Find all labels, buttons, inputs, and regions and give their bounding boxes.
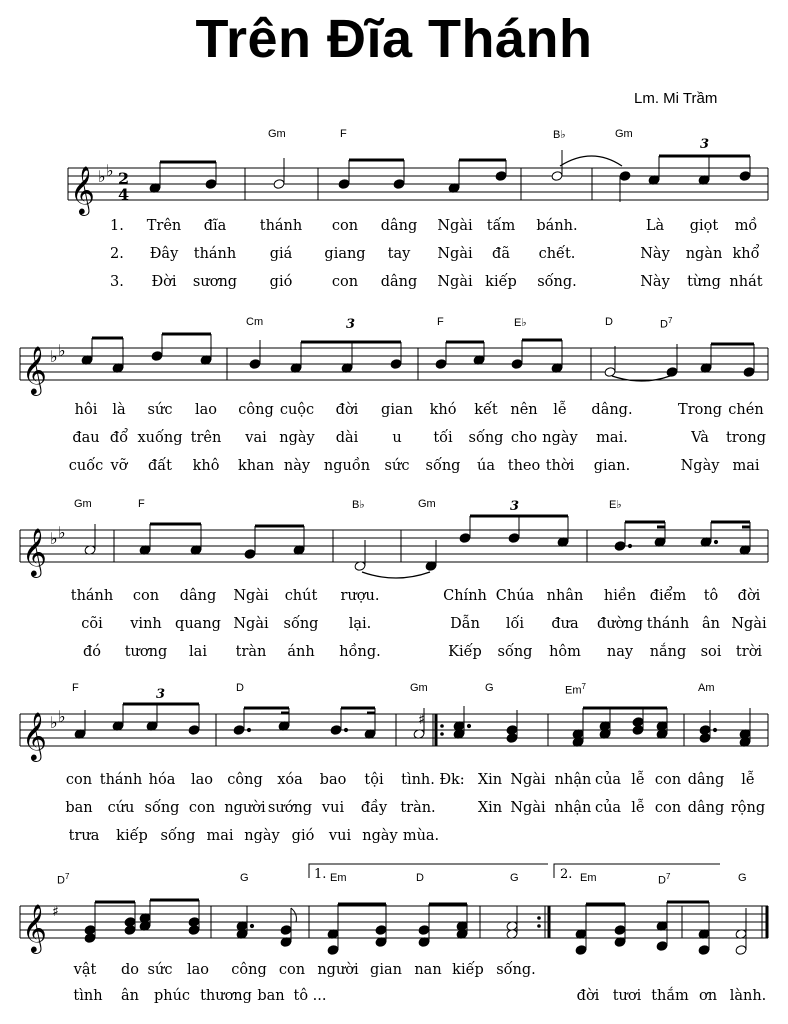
lyric-syllable: đời	[576, 988, 600, 1004]
lyric-syllable: mùa.	[402, 828, 440, 844]
first-ending-label: 1.	[314, 867, 327, 882]
lyric-syllable: xuống	[137, 430, 183, 446]
lyric-syllable: lại.	[348, 616, 372, 632]
lyric-syllable: dâng	[179, 588, 217, 604]
lyric-syllable: chết.	[538, 246, 576, 262]
treble-clef: 𝄞	[22, 711, 47, 760]
lyric-syllable: nên	[510, 402, 538, 418]
lyric-syllable: soi	[700, 644, 722, 660]
chord-symbol: F	[72, 682, 79, 694]
lyric-syllable: trong	[725, 430, 767, 446]
chord-symbol: G	[240, 872, 249, 884]
lyric-line	[0, 828, 788, 848]
key-signature-flat: ♭	[58, 341, 66, 360]
lyric-syllable: rộng	[730, 800, 766, 816]
chord-symbol: F	[340, 128, 347, 140]
lyric-syllable: thắm	[651, 988, 689, 1004]
lyric-syllable: thương	[200, 988, 252, 1004]
lyric-syllable: đã	[492, 246, 510, 262]
lyric-syllable: kết	[474, 402, 498, 418]
lyric-line	[0, 644, 788, 664]
lyric-line	[0, 458, 788, 478]
lyric-syllable: cõi	[81, 616, 103, 632]
lyric-syllable: úa	[477, 458, 495, 474]
lyric-line	[0, 962, 788, 982]
lyric-syllable: ánh	[287, 644, 315, 660]
lyric-syllable: khô	[192, 458, 220, 474]
lyric-syllable: tương	[124, 644, 168, 660]
lyric-syllable: Đời	[151, 274, 177, 290]
chord-symbol: E♭	[609, 499, 622, 511]
lyric-syllable: mai	[732, 458, 760, 474]
lyric-syllable: Ngài	[437, 246, 473, 262]
lyric-syllable: cuộc	[279, 402, 315, 418]
chord-row	[0, 872, 788, 890]
lyric-syllable: ngày	[279, 430, 315, 446]
lyric-syllable: người	[317, 962, 359, 978]
music-staff	[0, 896, 788, 956]
lyric-syllable: tình.	[401, 772, 435, 788]
verse-number: 3.	[110, 274, 124, 290]
chord-symbol: G	[485, 682, 494, 694]
lyric-syllable: nan	[414, 962, 442, 978]
lyric-syllable: theo	[507, 458, 541, 474]
lyric-syllable: điểm	[649, 588, 687, 604]
lyric-syllable: Ngài	[437, 274, 473, 290]
lyric-syllable: khan	[237, 458, 275, 474]
lyric-syllable: con	[65, 772, 93, 788]
chord-symbol: Gm	[410, 682, 428, 694]
time-signature-top: 2	[118, 169, 130, 188]
lyric-syllable: thánh	[646, 616, 690, 632]
lyric-syllable: Và	[691, 430, 709, 446]
lyric-syllable: Này	[640, 246, 670, 262]
lyric-syllable: ban	[65, 800, 93, 816]
lyric-syllable: thánh	[70, 588, 114, 604]
lyric-syllable: là	[112, 402, 126, 418]
lyric-line	[0, 218, 788, 238]
lyric-syllable: chút	[284, 588, 318, 604]
lyric-syllable: gian	[370, 962, 402, 978]
lyric-syllable: từng	[687, 274, 721, 290]
time-signature-bottom: 4	[118, 185, 130, 204]
lyric-syllable: Ngài	[731, 616, 767, 632]
lyric-syllable: mai	[206, 828, 234, 844]
lyric-syllable: Đây	[149, 246, 179, 262]
lyric-syllable: tô	[703, 588, 719, 604]
lyric-syllable: thánh	[99, 772, 143, 788]
lyric-syllable: gian	[381, 402, 413, 418]
chord-symbol: Em	[330, 872, 347, 884]
lyric-syllable: nguồn	[323, 458, 371, 474]
chord-symbol: $D^7$	[658, 872, 671, 887]
lyric-syllable: lao	[194, 402, 218, 418]
lyric-syllable: tay	[387, 246, 411, 262]
verse-number: 2.	[110, 246, 124, 262]
lyric-syllable: con	[188, 800, 216, 816]
treble-clef: 𝄞	[70, 165, 95, 214]
chord-row	[0, 682, 788, 700]
lyric-syllable: của	[594, 772, 622, 788]
verse-number: 1.	[110, 218, 124, 234]
key-signature-flat: ♭	[98, 167, 106, 186]
chord-symbol: B♭	[352, 499, 365, 511]
lyric-syllable: sống.	[496, 962, 536, 978]
lyric-syllable: bánh.	[536, 218, 578, 234]
lyric-syllable: hóa	[148, 772, 176, 788]
lyric-syllable: tô ...	[293, 988, 327, 1004]
lyric-syllable: dài	[335, 430, 359, 446]
lyric-syllable: Kiếp	[448, 644, 482, 660]
triplet-mark: 3	[510, 499, 520, 514]
lyric-line	[0, 274, 788, 294]
lyric-syllable: hiền	[603, 588, 637, 604]
lyric-syllable: ngày	[542, 430, 578, 446]
chord-symbol: E♭	[514, 317, 527, 329]
lyric-syllable: kiếp	[485, 274, 517, 290]
lyric-syllable: sức	[147, 962, 173, 978]
lyric-syllable: do	[120, 962, 140, 978]
lyric-syllable: đường	[597, 616, 643, 632]
lyric-syllable: lao	[190, 772, 214, 788]
triplet-mark: 3	[156, 687, 166, 702]
lyric-syllable: trưa	[68, 828, 100, 844]
lyric-syllable: công	[231, 962, 267, 978]
lyric-syllable: Chúa	[495, 588, 535, 604]
lyric-syllable: bao	[319, 772, 347, 788]
treble-clef: 𝄞	[22, 527, 47, 576]
lyric-line	[0, 988, 788, 1008]
lyric-syllable: lễ	[553, 402, 567, 418]
lyric-syllable: lễ	[741, 772, 755, 788]
lyric-syllable: Trong	[678, 402, 722, 418]
lyric-syllable: kiếp	[452, 962, 484, 978]
lyric-syllable: Trên	[146, 218, 182, 234]
lyric-line	[0, 616, 788, 636]
lyric-syllable: vinh	[130, 616, 162, 632]
key-signature-flat: ♭	[58, 707, 66, 726]
key-signature-flat: ♭	[58, 523, 66, 542]
lyric-syllable: Này	[640, 274, 670, 290]
lyric-syllable: nhân	[546, 588, 584, 604]
treble-clef: 𝄞	[22, 345, 47, 394]
lyric-syllable: sống.	[537, 274, 577, 290]
lyric-syllable: công	[238, 402, 274, 418]
lyric-syllable: sống	[497, 644, 533, 660]
lyric-syllable: tràn	[235, 644, 267, 660]
second-ending-label: 2.	[560, 867, 573, 882]
lyric-syllable: đời	[335, 402, 359, 418]
lyric-syllable: tội	[364, 772, 384, 788]
lyric-syllable: nhận	[554, 800, 592, 816]
lyric-syllable: ngày	[244, 828, 280, 844]
lyric-syllable: ơn	[698, 988, 718, 1004]
lyric-syllable: giá	[269, 246, 293, 262]
lyric-syllable: Ngài	[233, 616, 269, 632]
lyric-syllable: ân	[121, 988, 139, 1004]
lyric-syllable: Ngày	[680, 458, 720, 474]
lyric-syllable: vai	[245, 430, 267, 446]
lyric-syllable: trời	[735, 644, 763, 660]
lyric-syllable: cuốc	[68, 458, 104, 474]
lyric-syllable: này	[283, 458, 311, 474]
chord-symbol: D	[236, 682, 244, 694]
chord-symbol: Gm	[418, 498, 436, 510]
lyric-syllable: vui	[321, 800, 345, 816]
lyric-syllable: đất	[148, 458, 172, 474]
lyric-syllable: đĩa	[203, 218, 227, 234]
lyric-syllable: Dẫn	[450, 616, 480, 632]
lyric-syllable: lành.	[729, 988, 767, 1004]
lyric-syllable: Ngài	[437, 218, 473, 234]
lyric-syllable: giọt	[689, 218, 719, 234]
lyric-syllable: sống	[283, 616, 319, 632]
lyric-syllable: Đk:	[439, 772, 465, 788]
lyric-syllable: con	[654, 800, 682, 816]
lyric-syllable: gió	[269, 274, 293, 290]
lyric-syllable: Ngài	[510, 800, 546, 816]
lyric-syllable: mai.	[596, 430, 628, 446]
lyric-line	[0, 402, 788, 422]
lyric-syllable: sức	[147, 402, 173, 418]
lyric-syllable: dâng	[687, 800, 725, 816]
lyric-syllable: đầy	[360, 800, 388, 816]
lyric-syllable: tối	[433, 430, 453, 446]
triplet-mark: 3	[700, 137, 710, 152]
lyric-syllable: Là	[645, 218, 665, 234]
music-staff	[0, 137, 788, 218]
lyric-syllable: u	[392, 430, 402, 446]
lyric-syllable: nhát	[729, 274, 763, 290]
lyric-syllable: lễ	[631, 800, 645, 816]
lyric-syllable: nắng	[649, 644, 687, 660]
lyric-syllable: tràn.	[400, 800, 436, 816]
lyric-syllable: sức	[384, 458, 410, 474]
chord-symbol: D	[605, 316, 613, 328]
lyric-syllable: sống	[468, 430, 504, 446]
lyric-syllable: ngàn	[685, 246, 723, 262]
chord-symbol: $D^7$	[57, 872, 70, 887]
chord-symbol: G	[510, 872, 519, 884]
chord-symbol: F	[437, 316, 444, 328]
lyric-syllable: sống	[160, 828, 196, 844]
lyric-syllable: phúc	[153, 988, 191, 1004]
song-title: Trên Đĩa Thánh	[195, 9, 593, 69]
lyric-syllable: lối	[505, 616, 525, 632]
lyric-syllable: gian.	[593, 458, 631, 474]
chord-symbol: Cm	[246, 316, 264, 328]
lyric-syllable: dâng	[380, 218, 418, 234]
lyric-syllable: tình	[73, 988, 103, 1004]
lyric-syllable: lai	[189, 644, 207, 660]
lyric-syllable: xóa	[277, 772, 303, 788]
lyric-syllable: hồng.	[339, 644, 381, 660]
lyric-syllable: cứu	[107, 800, 135, 816]
chord-row	[0, 128, 788, 146]
lyric-syllable: Ngài	[233, 588, 269, 604]
lyric-syllable: khó	[429, 402, 457, 418]
lyric-syllable: giang	[324, 246, 366, 262]
lyric-syllable: khổ	[732, 246, 760, 262]
lyric-syllable: cho	[510, 430, 538, 446]
triplet-mark: 3	[346, 317, 356, 332]
lyric-syllable: con	[132, 588, 160, 604]
lyric-syllable: nhận	[554, 772, 592, 788]
lyric-syllable: vỡ	[110, 458, 128, 474]
lyric-syllable: ban	[257, 988, 285, 1004]
lyric-line	[0, 430, 788, 450]
lyric-syllable: ân	[702, 616, 720, 632]
lyric-syllable: vật	[73, 962, 97, 978]
lyric-syllable: Xin	[477, 772, 503, 788]
lyric-syllable: con	[654, 772, 682, 788]
lyric-syllable: kiếp	[116, 828, 148, 844]
lyric-syllable: Ngài	[510, 772, 546, 788]
lyric-syllable: đau	[72, 430, 100, 446]
lyric-syllable: lễ	[631, 772, 645, 788]
lyric-syllable: con	[331, 274, 359, 290]
lyric-syllable: sướng	[267, 800, 313, 816]
lyric-syllable: chén	[728, 402, 764, 418]
lyric-syllable: con	[331, 218, 359, 234]
chord-symbol: Am	[698, 682, 715, 694]
lyric-line	[0, 800, 788, 820]
key-signature-flat: ♭	[50, 713, 58, 732]
lyric-syllable: đổ	[109, 430, 129, 446]
key-signature-flat: ♭	[106, 161, 114, 180]
lyric-syllable: Xin	[477, 800, 503, 816]
lyric-syllable: thánh	[193, 246, 237, 262]
chord-symbol: F	[138, 498, 145, 510]
lyric-syllable: tươi	[612, 988, 642, 1004]
lyric-syllable: vui	[328, 828, 352, 844]
key-signature-flat: ♭	[50, 347, 58, 366]
composer-credit: Lm. Mi Trầm	[634, 90, 718, 107]
lyric-syllable: hôi	[74, 402, 98, 418]
lyric-syllable: người	[224, 800, 266, 816]
lyric-syllable: công	[227, 772, 263, 788]
lyric-line	[0, 246, 788, 266]
lyric-syllable: thời	[545, 458, 575, 474]
lyric-syllable: nay	[606, 644, 634, 660]
lyric-syllable: đời	[737, 588, 761, 604]
lyric-syllable: trên	[190, 430, 222, 446]
lyric-syllable: sống	[144, 800, 180, 816]
chord-symbol: Gm	[268, 128, 286, 140]
lyric-syllable: hôm	[549, 644, 581, 660]
lyric-syllable: thánh	[259, 218, 303, 234]
lyric-line	[0, 588, 788, 608]
lyric-line	[0, 772, 788, 792]
lyric-syllable: quang	[175, 616, 221, 632]
chord-symbol: Em	[580, 872, 597, 884]
lyric-syllable: sống	[425, 458, 461, 474]
chord-symbol: $D^7$	[660, 316, 673, 331]
lyric-syllable: Chính	[443, 588, 487, 604]
key-signature-flat: ♭	[50, 529, 58, 548]
chord-row	[0, 316, 788, 334]
lyric-syllable: sương	[192, 274, 238, 290]
chord-symbol: Em$^7$	[565, 682, 586, 697]
key-signature-sharp: ♯	[418, 712, 425, 728]
treble-clef: 𝄞	[22, 903, 47, 952]
chord-symbol: Gm	[74, 498, 92, 510]
chord-symbol: B♭	[553, 129, 566, 141]
lyric-syllable: con	[278, 962, 306, 978]
lyric-syllable: lao	[186, 962, 210, 978]
lyric-syllable: dâng	[687, 772, 725, 788]
lyric-syllable: ngày	[362, 828, 398, 844]
lyric-syllable: tấm	[486, 218, 516, 234]
chord-symbol: G	[738, 872, 747, 884]
chord-row	[0, 498, 788, 516]
chord-symbol: D	[416, 872, 424, 884]
lyric-syllable: đó	[82, 644, 102, 660]
lyric-syllable: dâng.	[591, 402, 633, 418]
lyric-syllable: của	[594, 800, 622, 816]
lyric-syllable: dâng	[380, 274, 418, 290]
key-signature-sharp: ♯	[52, 904, 59, 920]
lyric-syllable: gió	[291, 828, 315, 844]
lyric-syllable: rượu.	[340, 588, 380, 604]
lyric-syllable: mồ	[734, 218, 758, 234]
chord-symbol: Gm	[615, 128, 633, 140]
lyric-syllable: đưa	[551, 616, 579, 632]
